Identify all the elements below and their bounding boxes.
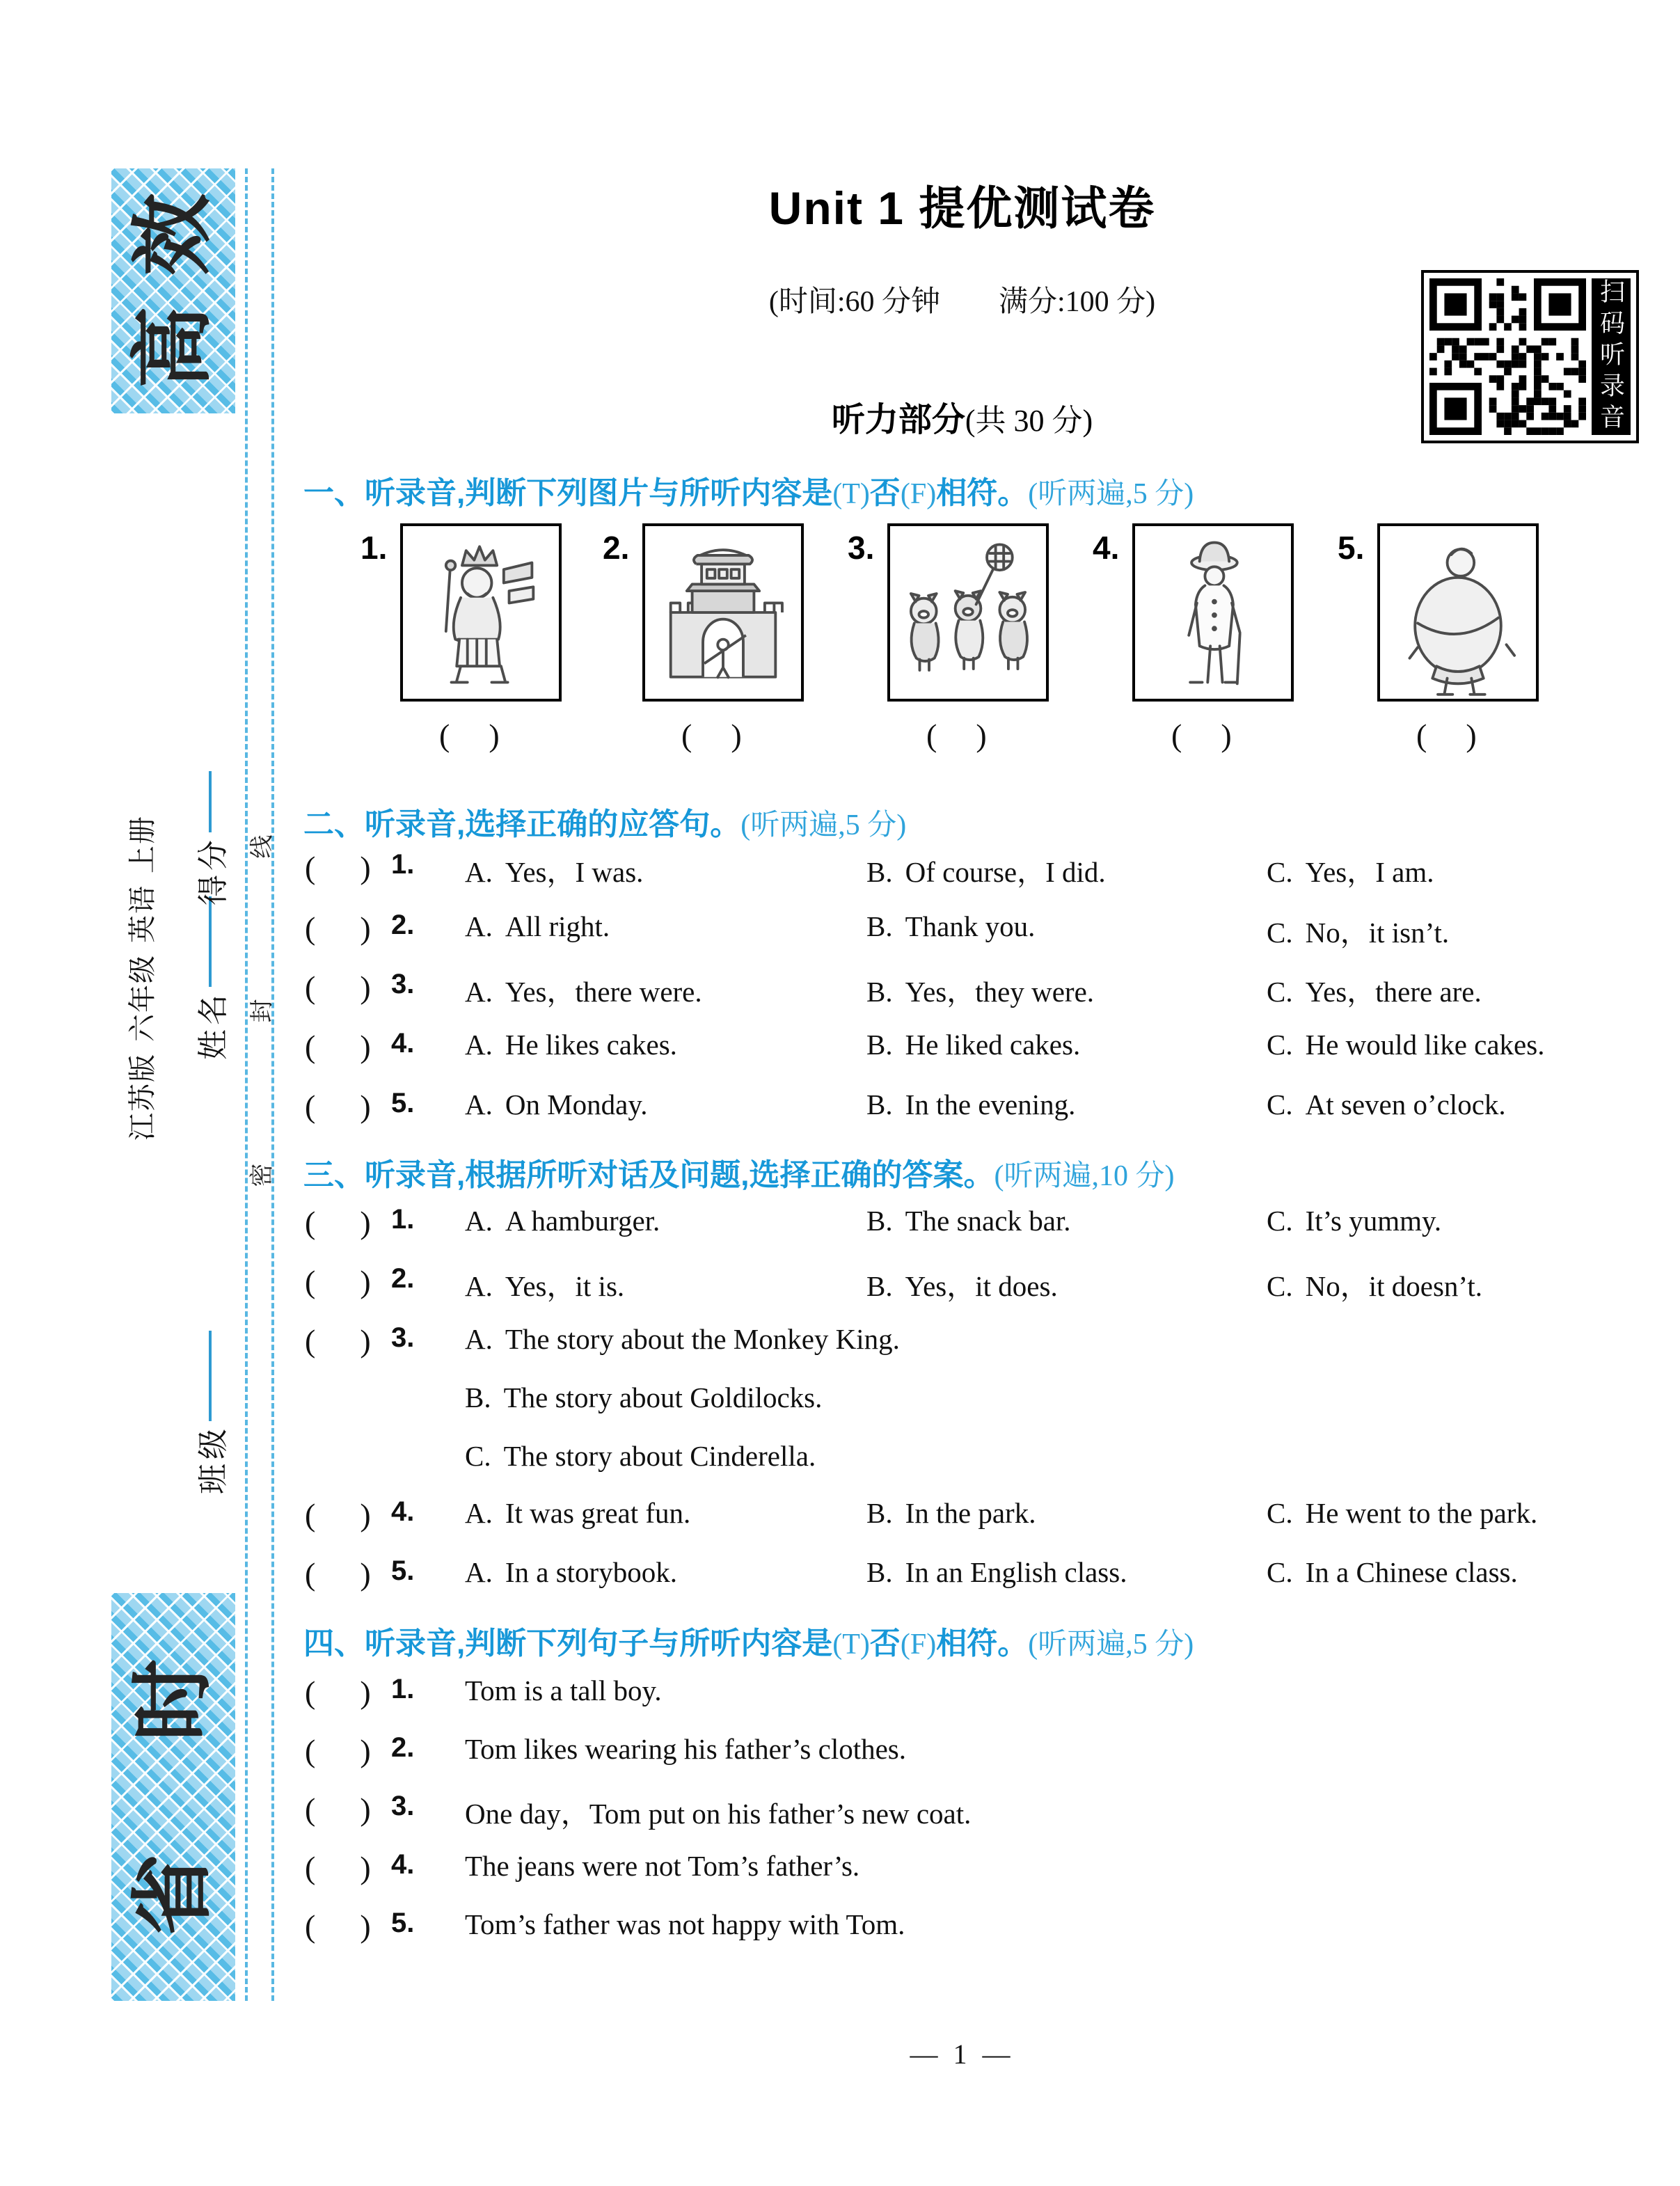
option-letter: B. [866,1270,893,1302]
option-letter: B. [866,1497,893,1529]
option-a [465,1088,647,1121]
picture-chinese-city-gate-with-worker [642,523,804,702]
question-number: 1. [391,1204,415,1235]
option-letter: C. [1267,976,1293,1008]
section-4-statement-row [299,1791,1625,1837]
seal-line-char: 线 [249,834,276,859]
edition-char: 英 [126,915,158,943]
answer-blank [305,1088,371,1125]
answer-blank [305,1496,371,1533]
blank-close: ) [360,1733,371,1768]
blank-open: ( [305,1205,316,1240]
field-label-char: 班 [196,1464,230,1494]
qr-caption: 扫码听录音 [1592,278,1631,435]
blank-open: ( [305,1323,316,1359]
option-letter: B. [866,856,893,888]
page-title: Unit 1 提优测试卷 [768,182,1156,234]
option-a [465,969,702,1010]
option-letter: C. [1267,1029,1293,1061]
option-text: The story about the Monkey King. [505,1323,900,1355]
section-4-statement-row [299,1732,1625,1778]
section-2-question-row [299,849,1625,895]
section-4-statement-row [299,1908,1625,1954]
field-blank-line [209,1331,212,1421]
edition-char: 苏 [126,1084,158,1111]
picture-number: 2. [603,530,630,566]
option-c [1267,1204,1441,1237]
field-blank-line [209,896,212,987]
blank-close: ) [1466,718,1477,753]
blank-close: ) [360,969,371,1005]
section-2-header [303,799,1625,843]
option-text: He liked cakes. [905,1029,1081,1061]
option-b [866,1088,1075,1121]
listening-heading [299,393,1625,441]
field-blank-line [209,771,212,832]
blank-open: ( [305,1264,316,1299]
blank-close: ) [489,718,500,753]
badge-top-char: 效 [127,193,219,276]
question-number: 1. [391,849,415,880]
option-letter: B. [866,910,893,942]
option-text: It’s yummy. [1305,1205,1442,1237]
picture-tall-man-with-hat-and-cane [1132,523,1294,702]
option-letter: C. [1267,1205,1293,1237]
option-c [1267,1028,1544,1061]
section-4-number: 四、 [303,1626,365,1661]
option-letter: C. [465,1440,491,1472]
section-4-statement-row [299,1849,1625,1895]
option-c [1267,910,1449,951]
blank-open: ( [1171,718,1182,753]
picture-number: 3. [848,530,875,566]
seal-line-char: 封 [249,999,276,1023]
option-b [866,1263,1058,1304]
picture-three-little-pigs-with-net [887,523,1049,702]
option-text: In a Chinese class. [1305,1556,1518,1588]
picture-answer-blank [1416,717,1477,754]
option-text: No，it doesn’t. [1305,1270,1482,1302]
blank-open: ( [926,718,937,753]
sidebar-badge-bottom [111,1593,235,2001]
option-letter: A. [465,1088,493,1120]
section-4-mid: 否 [869,1626,901,1661]
answer-blank [305,1908,371,1945]
field-label-char: 级 [196,1429,230,1459]
section-2-question-row [299,1028,1625,1074]
sidebar-book-edition [116,816,164,1141]
blank-open: ( [305,1556,316,1592]
seal-line [245,168,274,2001]
answer-blank [305,969,371,1006]
blank-open: ( [305,1088,316,1124]
statement [465,1732,906,1766]
option-letter: A. [465,910,493,942]
blank-open: ( [1416,718,1427,753]
badge-bottom-char: 省 [127,1853,219,1935]
blank-close: ) [360,1323,371,1359]
three-little-pigs-with-net-illustration [890,526,1046,699]
blank-close: ) [360,1088,371,1124]
option-a [465,1263,624,1304]
field-label-char: 名 [196,995,230,1025]
page-subtitle: (时间:60 分钟 满分:100 分) [768,286,1156,318]
blank-close: ) [360,1264,371,1299]
chinese-city-gate-with-worker-illustration [645,526,801,699]
section-4-title-post: 相符。 [936,1626,1029,1661]
option-a [465,1322,900,1356]
section-3-question-row [299,1381,1625,1427]
question-number: 5. [391,1908,415,1938]
answer-blank [305,910,371,947]
section-1-header [303,468,1625,512]
option-text: Yes，they were. [905,976,1095,1008]
option-letter: B. [866,976,893,1008]
section-4-t: (T) [832,1629,870,1661]
question-number: 3. [391,1791,415,1821]
option-letter: A. [465,1497,493,1529]
badge-top-char: 高 [127,306,219,389]
blank-open: ( [305,1733,316,1768]
picture-answer-blank [439,717,500,754]
option-text: Yes，there were. [505,976,702,1008]
main-content [299,0,1625,2186]
question-number: 4. [391,1849,415,1880]
option-c [1267,1555,1518,1589]
question-number: 4. [391,1496,415,1527]
tall-man-with-hat-and-cane-illustration [1135,526,1291,699]
statement [465,1849,859,1883]
option-a [465,1204,660,1237]
option-c [1267,1088,1506,1121]
question-number: 5. [391,1088,415,1118]
option-text: No，it isn’t. [1305,917,1450,949]
section-4-header [303,1618,1625,1663]
answer-blank [305,849,371,886]
blank-close: ) [731,718,742,753]
section-1-title-pre: 听录音,判断下列图片与所听内容是 [365,476,833,510]
option-text: At seven o’clock. [1305,1088,1506,1120]
page-number: — 1 — [910,2038,1015,2070]
option-text: Of course，I did. [905,856,1106,888]
option-text: Thank you. [905,910,1036,942]
option-letter: B. [866,1029,893,1061]
edition-char: 册 [126,816,158,844]
option-b [465,1381,822,1414]
option-letter: B. [465,1381,491,1413]
edition-char: 上 [126,846,158,873]
section-3-note: (听两遍,10 分) [994,1160,1175,1192]
blank-close: ) [360,850,371,885]
option-c [1267,1496,1537,1530]
option-c [1267,969,1482,1010]
option-text: The snack bar. [905,1205,1071,1237]
field-得分 [191,771,230,908]
section-3-number: 三、 [303,1158,365,1192]
edition-char: 级 [126,956,158,983]
answer-blank [305,1028,371,1065]
picture-answer-blank [926,717,987,754]
option-text: On Monday. [505,1088,648,1120]
question-number: 1. [391,1674,415,1704]
option-letter: A. [465,1029,493,1061]
blank-close: ) [1221,718,1232,753]
blank-open: ( [681,718,692,753]
section-2-number: 二、 [303,807,365,841]
section-2-title: 听录音,选择正确的应答句。 [365,807,741,841]
blank-close: ) [360,1029,371,1064]
answer-blank [305,1791,371,1828]
option-a [465,1555,677,1589]
edition-char: 语 [126,886,158,914]
option-letter: C. [1267,1556,1293,1588]
option-b [866,1028,1080,1061]
blank-close: ) [360,1791,371,1827]
blank-close: ) [360,1850,371,1885]
option-letter: B. [866,1556,893,1588]
section-1-f: (F) [900,478,937,510]
section-3-question-row [299,1322,1625,1368]
section-4-f: (F) [900,1629,937,1661]
option-b [866,849,1106,890]
blank-open: ( [305,1674,316,1710]
blank-open: ( [305,1850,316,1885]
option-text: In a storybook. [505,1556,677,1588]
seal-line-char: 密 [249,1163,276,1187]
option-letter: B. [866,1205,893,1237]
question-number: 2. [391,910,415,940]
answer-blank [305,1204,371,1241]
option-b [866,1204,1071,1237]
option-c [1267,849,1434,890]
field-班级 [191,1331,230,1496]
picture-number: 1. [360,530,388,566]
question-number: 2. [391,1732,415,1763]
option-text: Yes，it does. [905,1270,1058,1302]
option-a [465,1496,690,1530]
option-text: Yes，I am. [1305,856,1434,888]
fat-man-walking-illustration [1380,526,1536,699]
emperor-with-crown-and-staff-illustration [403,526,559,699]
option-text: Yes，I was. [505,856,644,888]
option-b [866,1555,1127,1589]
badge-bottom-char: 时 [127,1658,219,1741]
statement-text: Tom likes wearing his father’s clothes. [465,1733,906,1765]
question-number: 5. [391,1555,415,1586]
section-3-question-row [299,1496,1625,1542]
statement-text: Tom’s father was not happy with Tom. [465,1908,905,1940]
option-text: Yes，it is. [505,1270,625,1302]
blank-open: ( [305,1791,316,1827]
option-letter: A. [465,1556,493,1588]
option-text: It was great fun. [505,1497,691,1529]
blank-close: ) [360,1497,371,1532]
statement-text: Tom is a tall boy. [465,1674,662,1706]
question-number: 2. [391,1263,415,1294]
blank-open: ( [305,1029,316,1064]
blank-close: ) [360,1674,371,1710]
section-1-mid: 否 [869,476,901,510]
option-letter: C. [1267,856,1293,888]
blank-open: ( [305,910,316,946]
section-1-note: (听两遍,5 分) [1028,478,1194,510]
blank-open: ( [439,718,450,753]
option-c [1267,1263,1482,1304]
answer-blank [305,1322,371,1359]
edition-char: 六 [126,1014,158,1042]
option-text: In the evening. [905,1088,1076,1120]
section-3-question-row [299,1439,1625,1485]
option-letter: C. [1267,917,1293,949]
blank-close: ) [360,910,371,946]
option-text: He likes cakes. [505,1029,677,1061]
listening-heading-main: 听力部分 [831,402,965,438]
option-letter: A. [465,1270,493,1302]
option-text: The story about Cinderella. [503,1440,816,1472]
option-text: In an English class. [905,1556,1127,1588]
picture-fat-man-walking [1377,523,1539,702]
section-3-question-row [299,1555,1625,1601]
section-3-question-row [299,1204,1625,1250]
option-a [465,910,610,943]
section-3-title: 听录音,根据所听对话及问题,选择正确的答案。 [365,1158,994,1192]
answer-blank [305,1555,371,1592]
statement [465,1791,971,1832]
picture-number: 4. [1093,530,1120,566]
edition-char: 版 [126,1054,158,1082]
blank-open: ( [305,969,316,1005]
blank-close: ) [360,1908,371,1944]
section-2-question-row [299,969,1625,1015]
listening-heading-note: (共 30 分) [965,404,1093,438]
edition-char: 年 [126,985,158,1013]
blank-close: ) [360,1556,371,1592]
picture-number: 5. [1338,530,1365,566]
field-label-char: 分 [196,840,230,871]
answer-blank [305,1732,371,1769]
section-4-note: (听两遍,5 分) [1028,1629,1194,1661]
option-letter: C. [1267,1270,1293,1302]
picture-emperor-with-crown-and-staff [400,523,562,702]
option-c [465,1439,816,1473]
field-label-char: 姓 [196,1029,230,1060]
option-text: The story about Goldilocks. [503,1381,823,1413]
option-text: He went to the park. [1305,1497,1538,1529]
section-2-question-row [299,1088,1625,1134]
section-1-t: (T) [832,478,870,510]
sidebar-badge-top [111,168,235,413]
option-a [465,849,643,890]
field-姓名 [191,896,230,1062]
option-letter: A. [465,1205,493,1237]
statement-text: One day，Tom put on his father’s new coat. [465,1798,972,1830]
section-4-statement-row [299,1674,1625,1720]
section-1-number: 一、 [303,476,365,510]
statement-text: The jeans were not Tom’s father’s. [465,1850,860,1882]
statement [465,1674,662,1707]
option-b [866,910,1035,943]
option-letter: C. [1267,1497,1293,1529]
option-letter: A. [465,1323,493,1355]
section-2-question-row [299,910,1625,956]
blank-open: ( [305,850,316,885]
blank-close: ) [976,718,987,753]
option-text: In the park. [905,1497,1036,1529]
section-1-title-post: 相符。 [936,476,1029,510]
picture-answer-blank [681,717,742,754]
option-a [465,1028,677,1061]
question-number: 3. [391,1322,415,1353]
option-text: A hamburger. [505,1205,660,1237]
answer-blank [305,1674,371,1711]
blank-open: ( [305,1908,316,1944]
section-3-header [303,1150,1625,1194]
section-2-note: (听两遍,5 分) [740,809,907,841]
option-letter: A. [465,856,493,888]
section-4-title-pre: 听录音,判断下列句子与所听内容是 [365,1626,833,1661]
question-number: 3. [391,969,415,999]
option-text: Yes，there are. [1305,976,1482,1008]
blank-open: ( [305,1497,316,1532]
option-letter: C. [1267,1088,1293,1120]
answer-blank [305,1849,371,1886]
section-3-question-row [299,1263,1625,1309]
option-b [866,969,1094,1010]
picture-answer-blank [1171,717,1232,754]
field-label-char: 得 [196,875,230,905]
option-text: He would like cakes. [1305,1029,1545,1061]
blank-close: ) [360,1205,371,1240]
option-text: All right. [505,910,610,942]
option-letter: B. [866,1088,893,1120]
answer-blank [305,1263,371,1300]
option-b [866,1496,1036,1530]
edition-char: 江 [126,1113,158,1141]
statement [465,1908,905,1941]
question-number: 4. [391,1028,415,1059]
option-letter: A. [465,976,493,1008]
